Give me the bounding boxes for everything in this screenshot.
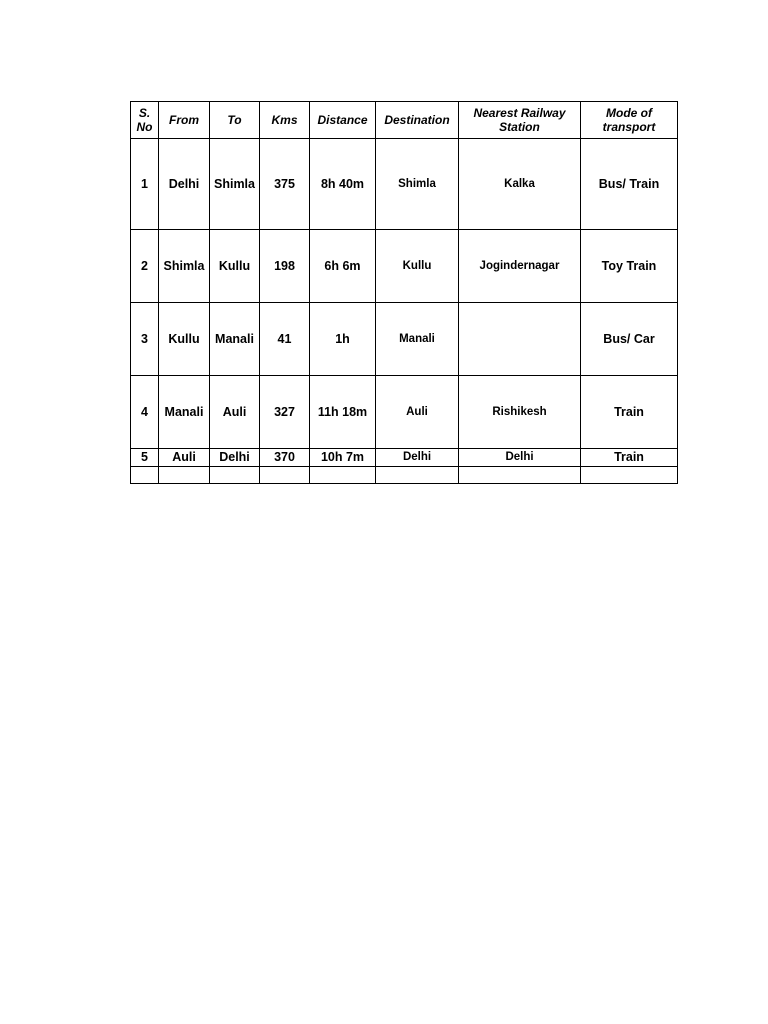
table-row <box>131 230 678 303</box>
cell-mode: Bus/ Train <box>581 139 678 230</box>
cell-from: Manali <box>159 376 210 449</box>
table-row <box>131 139 678 230</box>
cell-kms: 327 <box>260 376 310 449</box>
cell-kms: 41 <box>260 303 310 376</box>
cell-mode: Train <box>581 376 678 449</box>
cell-to: Manali <box>210 303 260 376</box>
cell-station: Jogindernagar <box>459 230 581 303</box>
cell-from: Kullu <box>159 303 210 376</box>
header-distance: Distance <box>310 102 376 139</box>
cell-distance: 6h 6m <box>310 230 376 303</box>
cell-distance: 1h <box>310 303 376 376</box>
cell-sno: 3 <box>131 303 159 376</box>
cell-mode: Bus/ Car <box>581 303 678 376</box>
cell-to: Kullu <box>210 230 260 303</box>
header-destination: Destination <box>376 102 459 139</box>
empty-table-row <box>131 467 678 484</box>
cell-destination: Manali <box>376 303 459 376</box>
header-kms: Kms <box>260 102 310 139</box>
empty-cell <box>131 467 159 484</box>
cell-distance: 8h 40m <box>310 139 376 230</box>
cell-destination: Delhi <box>376 449 459 467</box>
empty-cell <box>310 467 376 484</box>
cell-sno: 4 <box>131 376 159 449</box>
itinerary-table <box>130 101 678 484</box>
header-to: To <box>210 102 260 139</box>
cell-destination: Auli <box>376 376 459 449</box>
header-mode: Mode of transport <box>581 102 678 139</box>
cell-destination: Shimla <box>376 139 459 230</box>
empty-cell <box>376 467 459 484</box>
cell-mode: Toy Train <box>581 230 678 303</box>
cell-mode: Train <box>581 449 678 467</box>
header-from: From <box>159 102 210 139</box>
cell-to: Auli <box>210 376 260 449</box>
cell-from: Delhi <box>159 139 210 230</box>
table-row <box>131 376 678 449</box>
cell-from: Auli <box>159 449 210 467</box>
cell-station: Rishikesh <box>459 376 581 449</box>
cell-station: Delhi <box>459 449 581 467</box>
table-header-row <box>131 102 678 139</box>
empty-cell <box>459 467 581 484</box>
table-row <box>131 303 678 376</box>
cell-to: Delhi <box>210 449 260 467</box>
empty-cell <box>260 467 310 484</box>
cell-kms: 198 <box>260 230 310 303</box>
empty-cell <box>159 467 210 484</box>
empty-cell <box>581 467 678 484</box>
cell-distance: 10h 7m <box>310 449 376 467</box>
empty-cell <box>210 467 260 484</box>
table-row <box>131 449 678 467</box>
cell-kms: 370 <box>260 449 310 467</box>
header-sno: S. No <box>131 102 159 139</box>
cell-station <box>459 303 581 376</box>
cell-distance: 11h 18m <box>310 376 376 449</box>
cell-sno: 2 <box>131 230 159 303</box>
cell-to: Shimla <box>210 139 260 230</box>
cell-kms: 375 <box>260 139 310 230</box>
cell-station: Kalka <box>459 139 581 230</box>
cell-from: Shimla <box>159 230 210 303</box>
cell-sno: 1 <box>131 139 159 230</box>
cell-destination: Kullu <box>376 230 459 303</box>
header-station: Nearest Railway Station <box>459 102 581 139</box>
cell-sno: 5 <box>131 449 159 467</box>
